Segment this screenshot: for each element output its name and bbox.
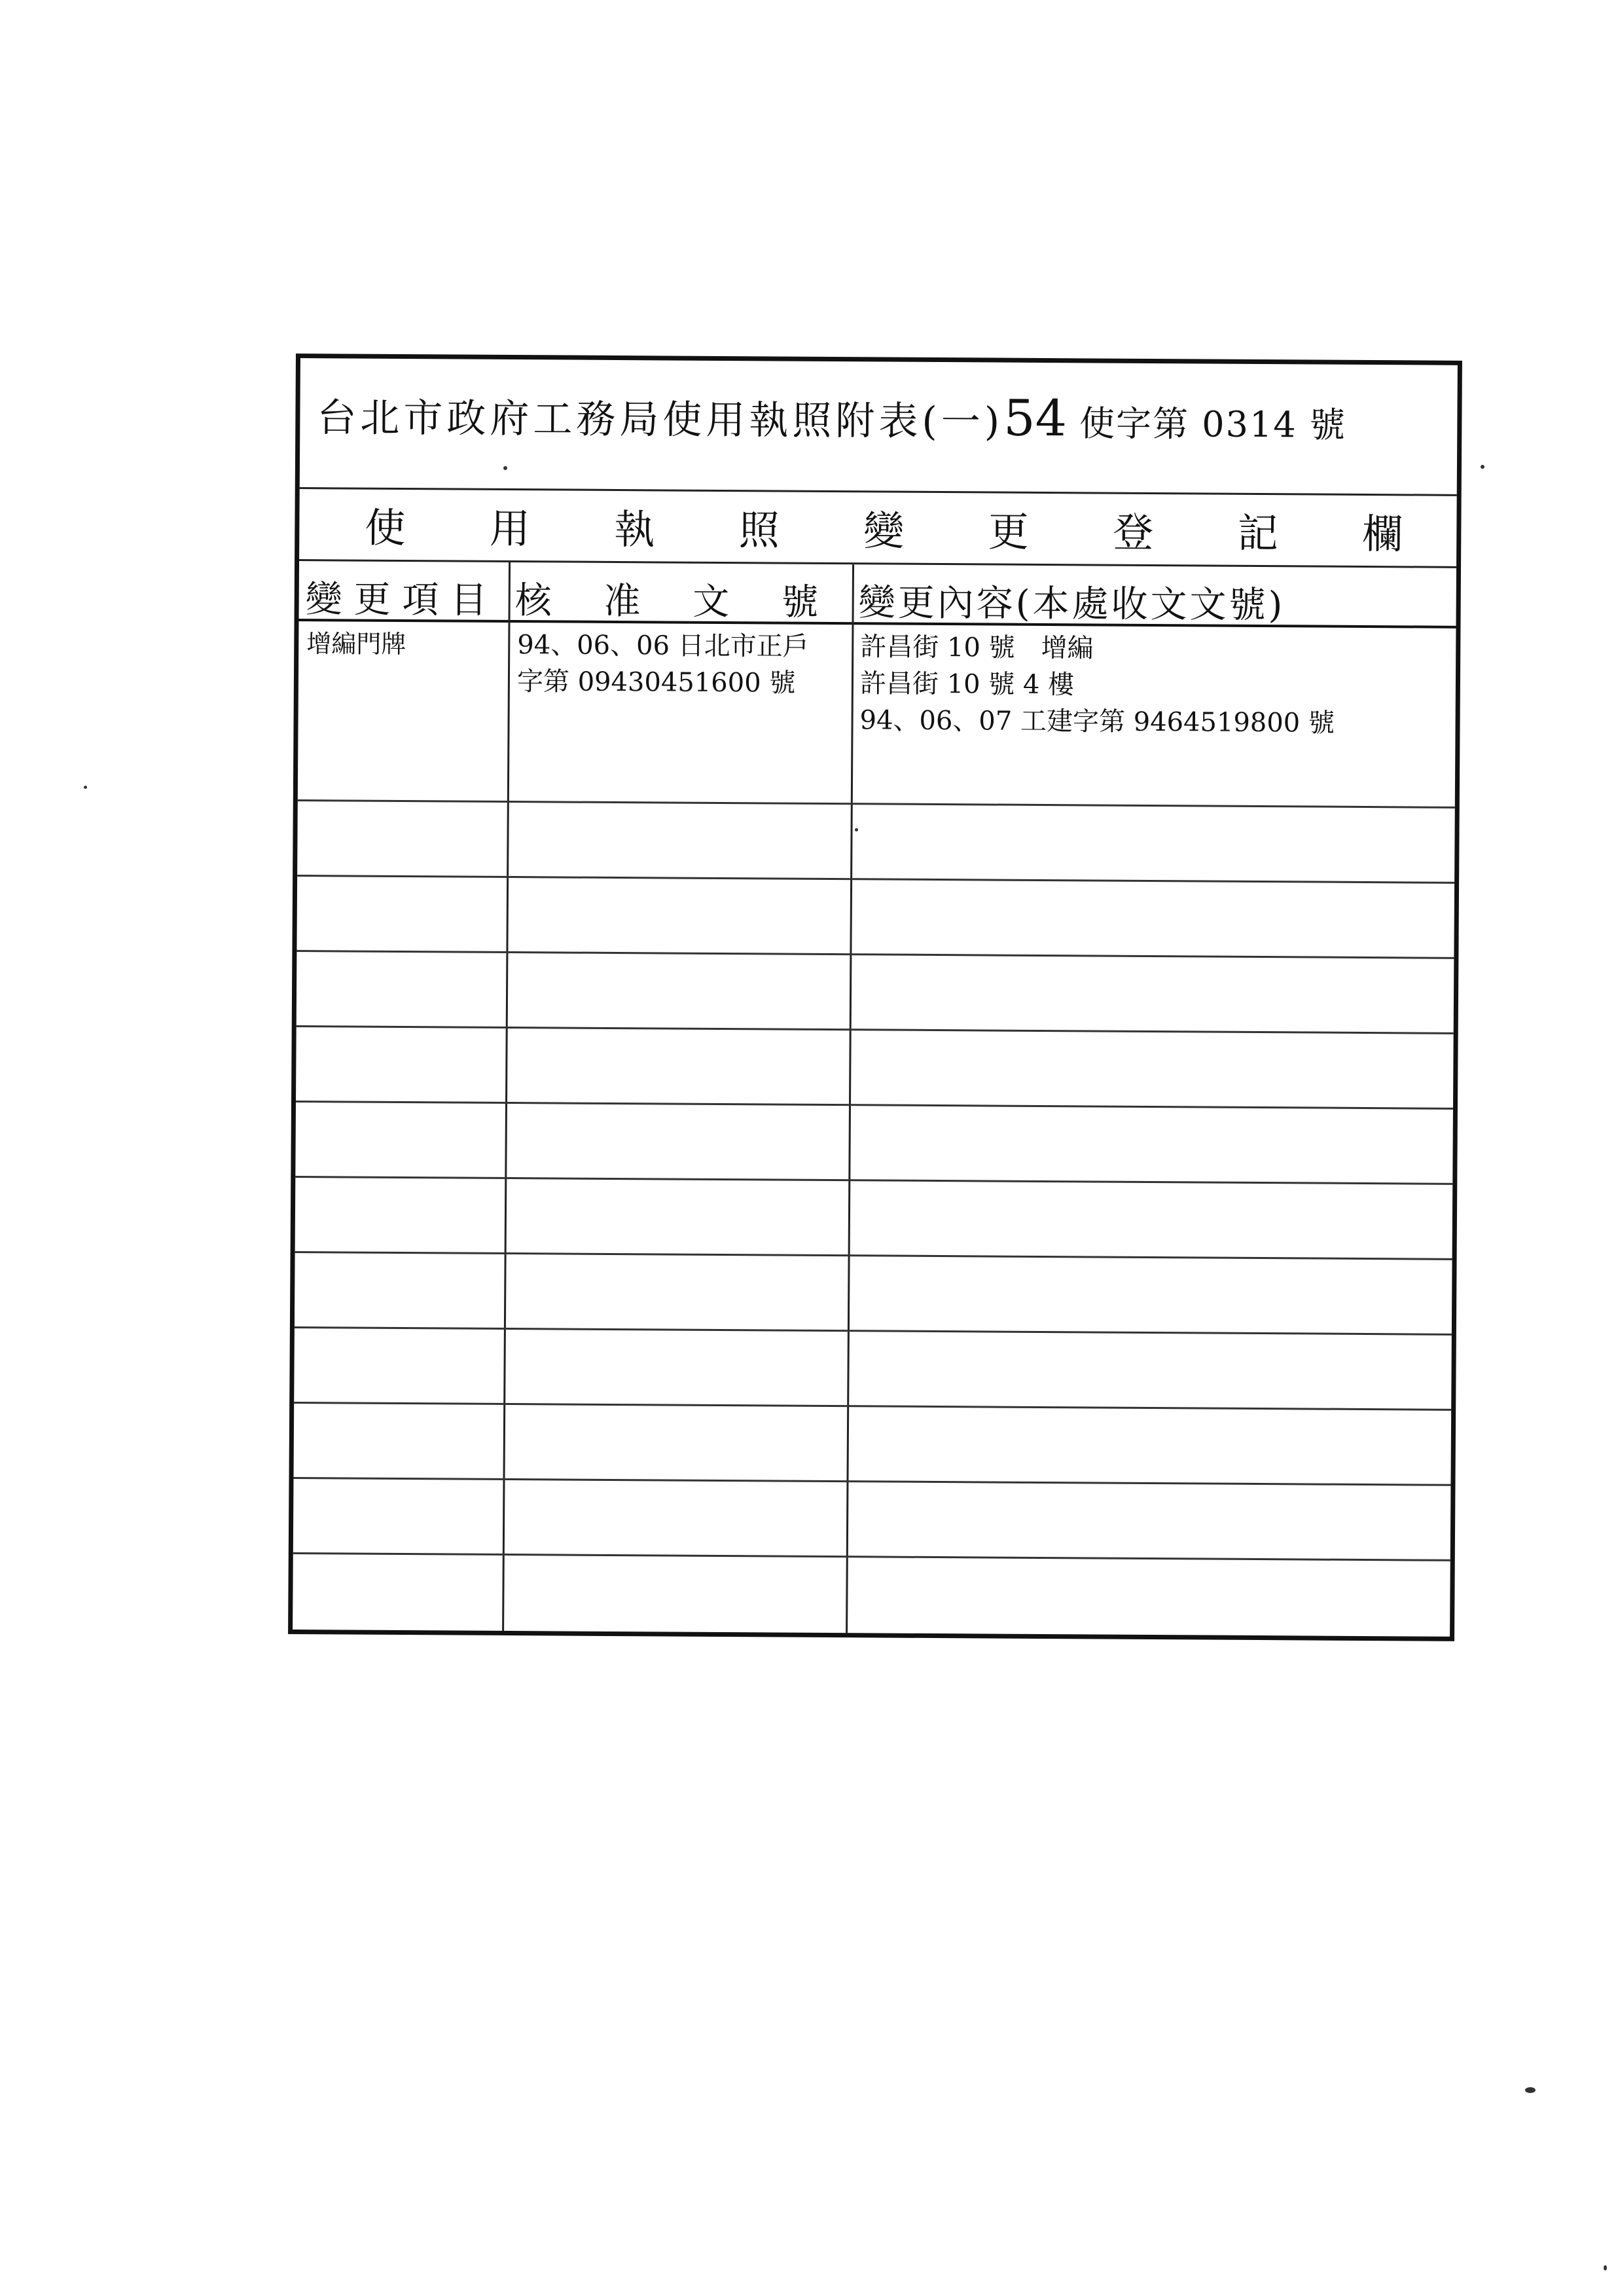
row-approval-line: 94、06、06 日北市正戶 xyxy=(517,630,809,662)
register-char: 登 xyxy=(1113,508,1154,557)
license-form xyxy=(288,354,1474,1644)
row-divider xyxy=(295,1251,1452,1260)
column-header-row xyxy=(299,561,1457,629)
register-char: 執 xyxy=(614,505,655,554)
row-content-line: 94、06、07 工建字第 9464519800 號 xyxy=(859,705,1335,738)
register-char: 更 xyxy=(988,507,1030,556)
row-divider xyxy=(295,1176,1452,1185)
scan-speck xyxy=(1604,2265,1607,2270)
scan-speck xyxy=(1481,465,1484,469)
row-content-line: 許昌街 10 號 4 樓 xyxy=(859,668,1075,701)
register-heading xyxy=(299,489,1457,568)
row-divider xyxy=(298,799,1455,809)
register-char: 記 xyxy=(1237,509,1278,558)
register-char: 用 xyxy=(489,504,531,553)
register-char: 照 xyxy=(738,506,780,555)
scan-speck xyxy=(84,786,87,789)
row-divider xyxy=(297,950,1454,959)
row-item: 增編門牌 xyxy=(306,629,406,659)
scan-speck xyxy=(503,466,507,470)
register-char: 使 xyxy=(365,503,406,553)
row-content-line: 許昌街 10 號 增編 xyxy=(860,632,1094,664)
row-divider xyxy=(297,1025,1454,1034)
row-divider xyxy=(296,1101,1453,1110)
row-divider xyxy=(295,1326,1452,1336)
register-char: 變 xyxy=(863,507,905,555)
title-row xyxy=(300,358,1458,496)
scan-speck xyxy=(1525,2087,1536,2093)
column-divider xyxy=(502,562,511,1631)
title-prefix: 台北市政府工務局使用執照附表(一) xyxy=(317,395,1004,445)
register-char: 欄 xyxy=(1361,509,1403,558)
row-divider xyxy=(293,1477,1450,1486)
form-title xyxy=(317,384,1346,449)
row-approval-line: 字第 09430451600 號 xyxy=(516,666,796,699)
column-header-content: 變更內容(本處收文文號) xyxy=(858,581,1285,627)
row-divider xyxy=(293,1552,1450,1561)
row-divider xyxy=(294,1402,1451,1411)
title-suffix: 使字第 0314 號 xyxy=(1066,403,1347,446)
row-divider xyxy=(297,875,1454,884)
column-header-item: 變 更 項 目 xyxy=(305,578,488,622)
column-header-approval: 核 准 文 號 xyxy=(514,579,820,624)
column-divider xyxy=(846,564,854,1633)
title-number: 54 xyxy=(1003,388,1068,448)
scan-speck xyxy=(855,828,858,831)
form-frame xyxy=(288,354,1462,1641)
